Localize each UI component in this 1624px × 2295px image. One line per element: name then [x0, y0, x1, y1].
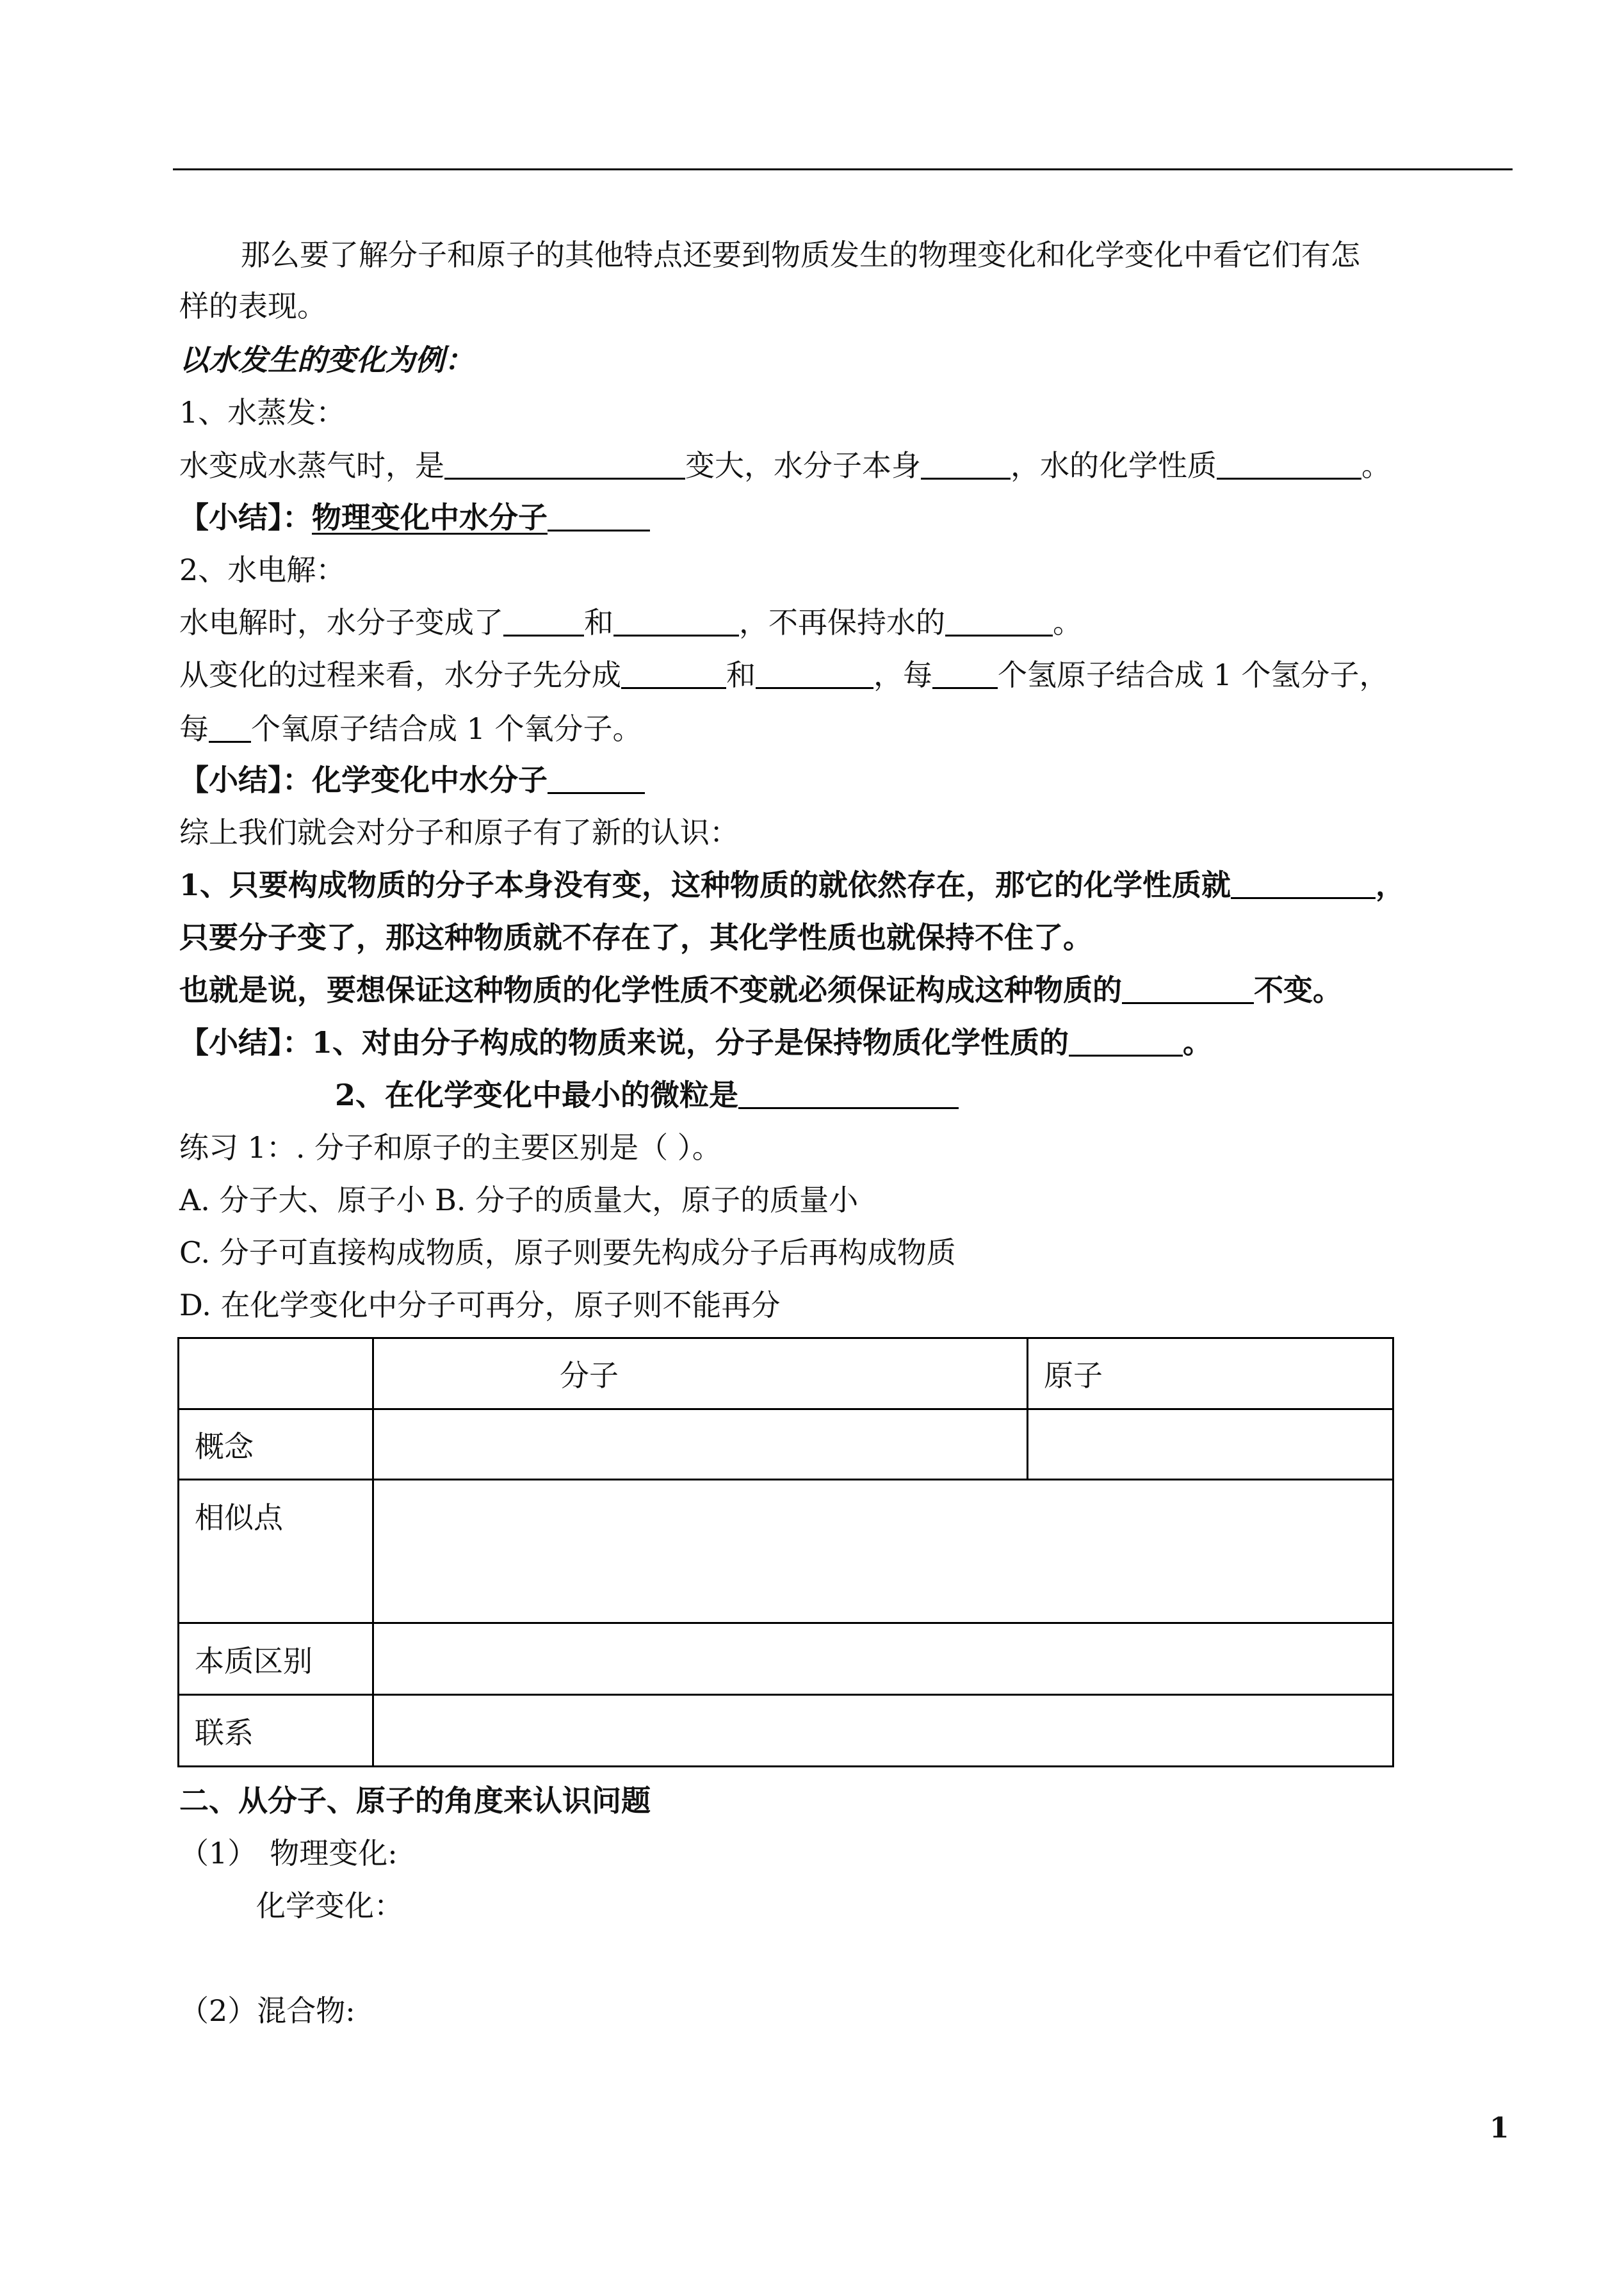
process-sentence-2: 每 个氧原子结合成 1 个氧分子。 — [179, 711, 642, 746]
table-row — [179, 1409, 1393, 1480]
summary-physical: 【小结】：物理变化中水分子 — [179, 498, 650, 537]
conclusion-point-1: 1、只要构成物质的分子本身没有变，这种物质的就依然存在，那它的化学性质就 ， — [179, 868, 1406, 902]
header-rule — [173, 168, 1513, 170]
question-1-chemical: 化学变化： — [256, 1888, 403, 1923]
table-corner-cell — [179, 1338, 373, 1409]
example-heading: 以水发生的变化为例： — [179, 343, 474, 377]
concept-molecule-cell[interactable] — [373, 1409, 1028, 1480]
summary-molecule: 【小结】：1、对由分子构成的物质来说，分子是保持物质化学性质的 。 — [179, 1025, 1213, 1060]
exercise-option-d: D. 在化学变化中分子可再分，原子则不能再分 — [179, 1288, 781, 1322]
row-relation-label: 联系 — [179, 1695, 373, 1767]
blank-field[interactable] — [738, 1079, 959, 1109]
row-difference-label: 本质区别 — [179, 1623, 373, 1695]
table-row — [179, 1623, 1393, 1695]
blank-field[interactable] — [1122, 974, 1254, 1004]
blank-field[interactable] — [1231, 869, 1376, 899]
blank-field[interactable] — [548, 501, 650, 531]
summary-smallest-particle: 2、在化学变化中最小的微粒是 — [335, 1076, 959, 1114]
intro-line-1: 那么要了解分子和原子的其他特点还要到物质发生的物理变化和化学变化中看它们有怎 — [241, 238, 1360, 272]
difference-answer-cell[interactable] — [373, 1623, 1393, 1695]
comparison-table — [177, 1337, 1394, 1767]
question-2: （2）混合物: — [179, 1993, 355, 2028]
section-1-title: 1、水蒸发： — [179, 395, 346, 430]
blank-field[interactable] — [1069, 1026, 1183, 1057]
exercise-option-c: C. 分子可直接构成物质，原子则要先构成分子后再构成物质 — [179, 1235, 956, 1270]
table-header-row — [179, 1338, 1393, 1409]
intro-line-2: 样的表现。 — [179, 289, 327, 323]
similar-answer-cell[interactable] — [373, 1480, 1393, 1623]
blank-field[interactable] — [945, 606, 1053, 637]
col-atom-header: 原子 — [1028, 1338, 1393, 1409]
blank-field[interactable] — [209, 713, 251, 743]
concept-atom-cell[interactable] — [1028, 1409, 1393, 1480]
electrolysis-sentence: 水电解时，水分子变成了 和 ，不再保持水的 。 — [179, 605, 1082, 640]
blank-field[interactable] — [613, 606, 739, 637]
page-number: 1 — [1490, 2112, 1509, 2145]
blank-field[interactable] — [621, 659, 726, 689]
row-similar-label: 相似点 — [179, 1480, 373, 1623]
blank-field[interactable] — [444, 450, 685, 480]
question-1: （1） 物理变化: — [179, 1836, 398, 1870]
conclusion-lead: 综上我们就会对分子和原子有了新的认识： — [179, 815, 739, 850]
blank-field[interactable] — [756, 659, 873, 689]
conclusion-point-2: 只要分子变了，那这种物质就不存在了，其化学性质也就保持不住了。 — [179, 920, 1092, 955]
blank-field[interactable] — [503, 606, 584, 637]
blank-field[interactable] — [921, 450, 1011, 480]
row-concept-label: 概念 — [179, 1409, 373, 1480]
table-row — [179, 1695, 1393, 1767]
table-row — [179, 1480, 1393, 1623]
blank-field[interactable] — [932, 659, 998, 689]
blank-field[interactable] — [548, 764, 645, 794]
conclusion-point-3: 也就是说，要想保证这种物质的化学性质不变就必须保证构成这种物质的 不变。 — [179, 973, 1342, 1007]
summary-chemical: 【小结】：化学变化中水分子 — [179, 761, 645, 799]
section-2-title: 2、水电解： — [179, 553, 346, 587]
exercise-option-ab: A. 分子大、原子小 B. 分子的质量大，原子的质量小 — [179, 1183, 859, 1217]
blank-field[interactable] — [1217, 450, 1361, 480]
exercise-question: 练习 1：. 分子和原子的主要区别是（ ）。 — [179, 1130, 722, 1165]
part-2-heading: 二、从分子、原子的角度来认识问题 — [179, 1783, 651, 1818]
process-sentence-1: 从变化的过程来看，水分子先分成 和 ，每 个氢原子结合成 1 个氢分子， — [179, 658, 1389, 692]
evaporation-sentence: 水变成水蒸气时，是 变大，水分子本身 ，水的化学性质 。 — [179, 448, 1391, 483]
relation-answer-cell[interactable] — [373, 1695, 1393, 1767]
col-molecule-header: 分子 — [373, 1338, 1028, 1409]
